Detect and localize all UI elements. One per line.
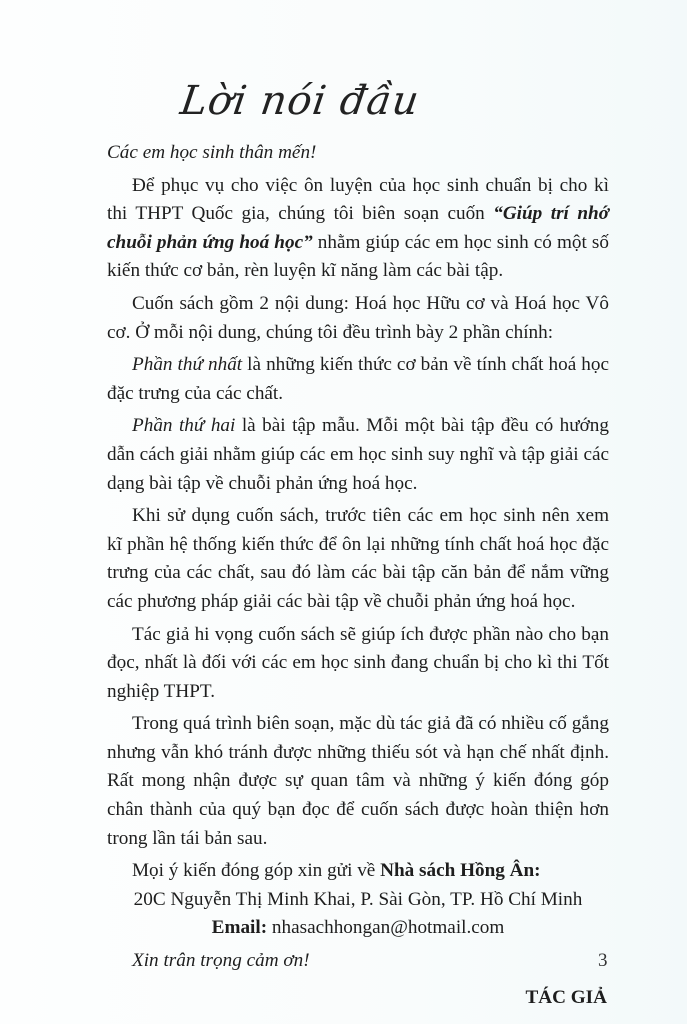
page-number: 3 xyxy=(598,950,608,971)
paragraph-hope: Tác giả hi vọng cuốn sách sẽ giúp ích được phần nào cho bạn đọc, nhất là đối với các em học sinh đang chuẩn bị cho kì thi Tốt nghiệp THPT. xyxy=(107,623,609,702)
salutation: Các em học sinh thân mến! xyxy=(107,142,317,163)
paragraph-purpose-text-b: nhằm giúp các em học sinh có một số kiến thức cơ bản, rèn luyện kĩ năng làm các bài tập. xyxy=(107,231,609,282)
author-signature: TÁC GIẢ xyxy=(525,986,607,1008)
email-address: nhasachhongan@hotmail.com xyxy=(267,917,505,939)
email-label: Email: xyxy=(211,917,268,939)
part-one-label: Phần thứ nhất xyxy=(132,354,243,376)
book-title: “Giúp trí nhớ chuỗi phản ứng hoá học” xyxy=(107,203,609,253)
paragraph-purpose xyxy=(107,172,609,286)
part-one-text: là những kiến thức cơ bản về tính chất hoá học đặc trưng của các chất. xyxy=(107,354,609,404)
publisher-name: Nhà sách Hồng Ân: xyxy=(380,860,541,882)
page-title: Lời nói đầu xyxy=(177,78,423,124)
part-two-text: là bài tập mẫu. Mỗi một bài tập đều có hướng dẫn cách giải nhằm giúp các em học sinh suy nghĩ và tập giải các dạng bài tập về chuỗi phản ứng hoá học. xyxy=(107,415,609,494)
paragraph-contents: Cuốn sách gồm 2 nội dung: Hoá học Hữu cơ và Hoá học Vô cơ. Ở mỗi nội dung, chúng tôi đều trình bày 2 phần chính: xyxy=(107,292,609,343)
publisher-address: 20C Nguyễn Thị Minh Khai, P. Sài Gòn, TP. Hồ Chí Minh xyxy=(133,888,583,910)
paragraph-feedback: Trong quá trình biên soạn, mặc dù tác giả đã có nhiều cố gắng nhưng vẫn khó tránh được những thiếu sót và hạn chế nhất định. Rất mong nhận được sự quan tâm và những ý kiến đóng góp chân thành của quý bạn đọc để cuốn sách được hoàn thiện hơn trong lần tái bản sau. xyxy=(107,713,609,849)
paragraph-part-one xyxy=(107,351,609,408)
contact-intro-text: Mọi ý kiến đóng góp xin gửi về xyxy=(132,860,381,882)
paragraph-usage: Khi sử dụng cuốn sách, trước tiên các em học sinh nên xem kĩ phần hệ thống kiến thức để ôn lại những tính chất hoá học đặc trưng của các chất, sau đó làm các bài tập căn bản để nắm vững các phương pháp giải các bài tập về chuỗi phản ứng hoá học. xyxy=(107,505,609,612)
paragraph-purpose-text-a: Để phục vụ cho việc ôn luyện của học sinh chuẩn bị cho kì thi THPT Quốc gia, chúng tôi biên soạn cuốn xyxy=(107,174,609,225)
paragraph-contact-intro xyxy=(107,857,609,886)
closing-thanks: Xin trân trọng cảm ơn! xyxy=(132,950,310,972)
publisher-email-line xyxy=(107,914,609,943)
paragraph-part-two xyxy=(107,412,609,498)
part-two-label: Phần thứ hai xyxy=(132,415,236,437)
preface-body xyxy=(107,139,609,1016)
